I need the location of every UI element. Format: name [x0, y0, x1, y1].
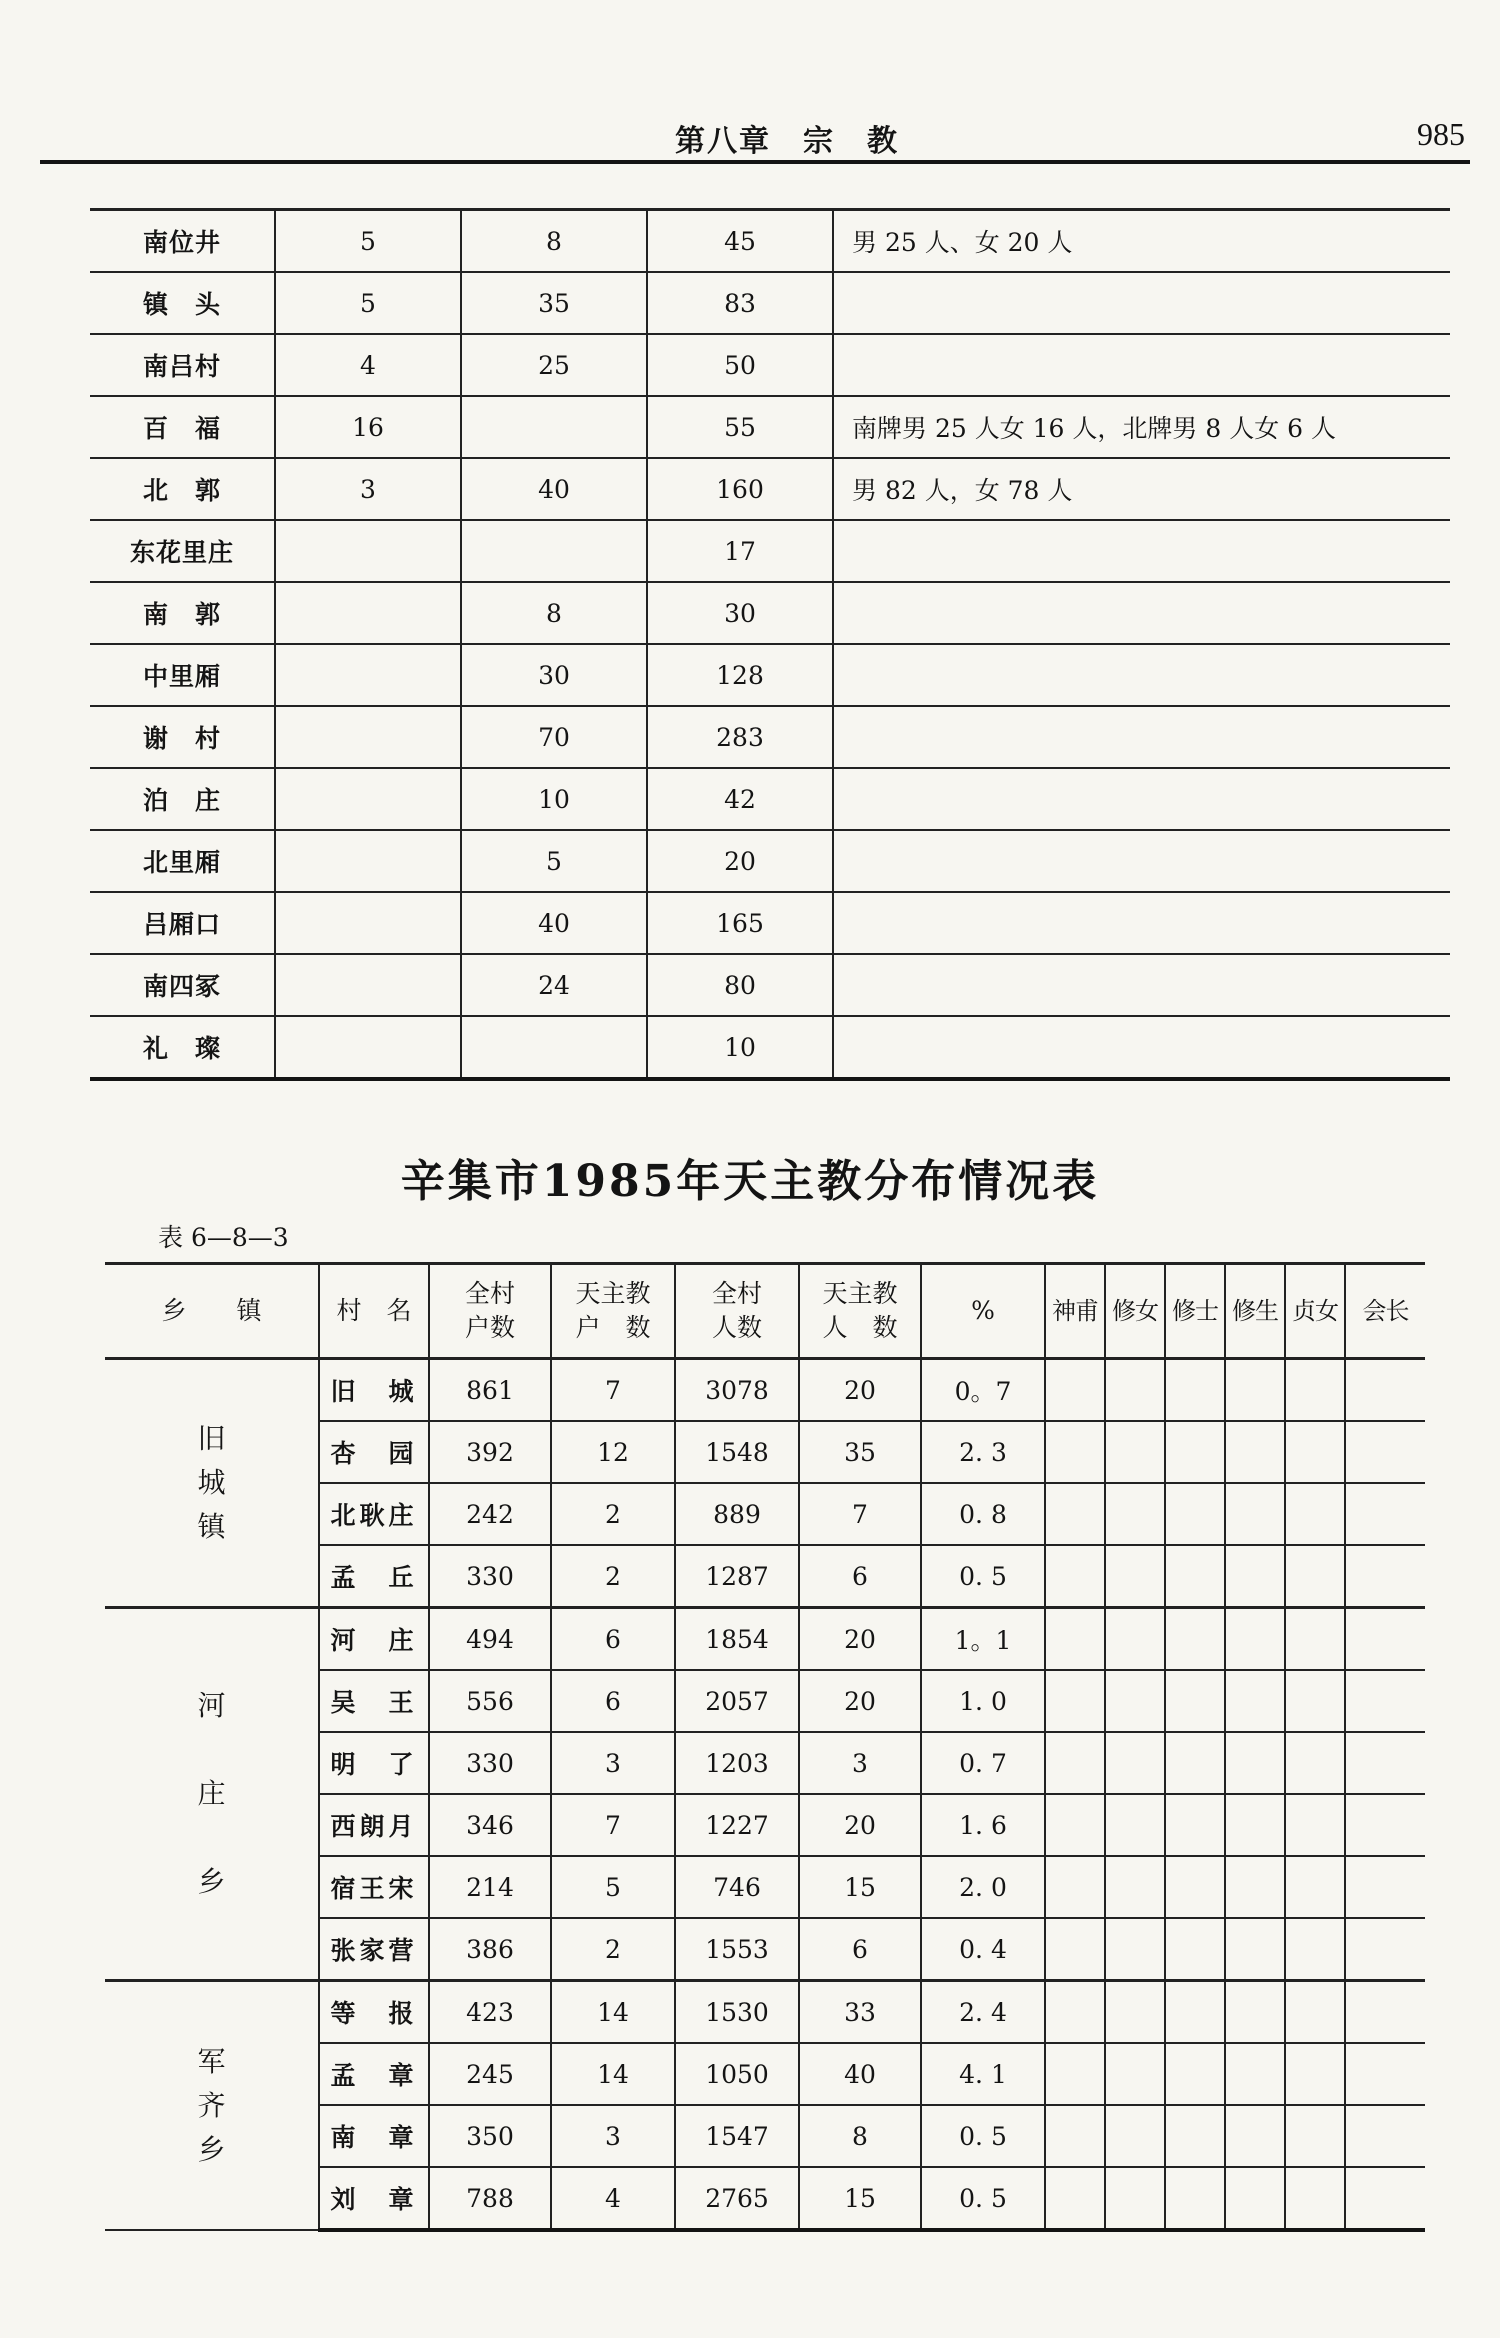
header-cath-population [799, 1264, 921, 1359]
cath-households-cell: 3 [551, 1732, 675, 1794]
header-brother: 修士 [1165, 1264, 1225, 1359]
empty-cell [1045, 1421, 1105, 1483]
empty-cell [1285, 1483, 1345, 1545]
count-cell: 42 [647, 768, 833, 830]
empty-cell [1345, 1918, 1425, 1981]
empty-cell [1105, 1483, 1165, 1545]
empty-cell [1045, 1545, 1105, 1608]
count-cell: 40 [461, 458, 647, 520]
empty-cell [1345, 1483, 1425, 1545]
chapter-title: 第八章 宗 教 [675, 124, 899, 159]
households-cell: 494 [429, 1608, 551, 1671]
population-cell: 1854 [675, 1608, 799, 1671]
population-cell: 1548 [675, 1421, 799, 1483]
households-cell: 392 [429, 1421, 551, 1483]
empty-cell [1165, 1545, 1225, 1608]
count-cell: 10 [647, 1016, 833, 1079]
village-cell: 北 郭 [90, 458, 275, 520]
cath-households-cell: 4 [551, 2167, 675, 2230]
percent-cell: 0. 8 [921, 1483, 1045, 1545]
note-cell [833, 892, 1450, 954]
empty-cell [1345, 1794, 1425, 1856]
percent-cell: 2. 0 [921, 1856, 1045, 1918]
count-cell: 70 [461, 706, 647, 768]
note-cell [833, 520, 1450, 582]
continued-table [90, 208, 1450, 1081]
empty-cell [1225, 2105, 1285, 2167]
cath-population-cell: 20 [799, 1794, 921, 1856]
empty-cell [1285, 1981, 1345, 2044]
empty-cell [1285, 1545, 1345, 1608]
table-row [90, 458, 1450, 520]
percent-cell: 2. 4 [921, 1981, 1045, 2044]
table-row [90, 396, 1450, 458]
village-cell: 北耿庄 [319, 1483, 429, 1545]
cath-population-cell: 40 [799, 2043, 921, 2105]
cath-households-cell: 3 [551, 2105, 675, 2167]
households-cell: 330 [429, 1545, 551, 1608]
header-percent: % [921, 1264, 1045, 1359]
cath-households-cell: 2 [551, 1918, 675, 1981]
empty-cell [1165, 1359, 1225, 1422]
cath-households-cell: 2 [551, 1483, 675, 1545]
cath-population-cell: 6 [799, 1918, 921, 1981]
village-cell: 旧 城 [319, 1359, 429, 1422]
empty-cell [1225, 1794, 1285, 1856]
percent-cell: 1. 6 [921, 1794, 1045, 1856]
empty-cell [1285, 2043, 1345, 2105]
town-cell: 旧 城 镇 [105, 1359, 319, 1608]
percent-cell: 0. 5 [921, 2167, 1045, 2230]
empty-cell [1105, 1794, 1165, 1856]
percent-cell: 1. 0 [921, 1670, 1045, 1732]
village-cell: 刘 章 [319, 2167, 429, 2230]
count-cell: 30 [461, 644, 647, 706]
cath-households-cell: 14 [551, 2043, 675, 2105]
header-cath-households-line2: 户 数 [575, 1313, 651, 1342]
empty-cell [1165, 2105, 1225, 2167]
empty-cell [1165, 1981, 1225, 2044]
note-cell [833, 272, 1450, 334]
village-cell: 河 庄 [319, 1608, 429, 1671]
cath-population-cell: 20 [799, 1359, 921, 1422]
count-cell: 3 [275, 458, 461, 520]
table-row [105, 1981, 1425, 2044]
count-cell [275, 1016, 461, 1079]
cath-population-cell: 35 [799, 1421, 921, 1483]
count-cell [275, 706, 461, 768]
count-cell: 83 [647, 272, 833, 334]
village-cell: 北里厢 [90, 830, 275, 892]
note-cell: 南牌男 25 人女 16 人，北牌男 8 人女 6 人 [833, 396, 1450, 458]
households-cell: 214 [429, 1856, 551, 1918]
table-row [90, 644, 1450, 706]
note-cell [833, 954, 1450, 1016]
count-cell [275, 954, 461, 1016]
table2-header-row [105, 1264, 1425, 1359]
cath-population-cell: 20 [799, 1670, 921, 1732]
percent-cell: 4. 1 [921, 2043, 1045, 2105]
table-row [90, 1016, 1450, 1079]
table2-title: 辛集市1985年天主教分布情况表 [400, 1156, 1100, 1207]
empty-cell [1345, 1421, 1425, 1483]
note-cell: 男 82 人，女 78 人 [833, 458, 1450, 520]
population-cell: 2057 [675, 1670, 799, 1732]
note-cell [833, 1016, 1450, 1079]
count-cell: 80 [647, 954, 833, 1016]
count-cell [461, 1016, 647, 1079]
village-cell: 张家营 [319, 1918, 429, 1981]
population-cell: 3078 [675, 1359, 799, 1422]
empty-cell [1045, 2105, 1105, 2167]
village-cell: 杏 园 [319, 1421, 429, 1483]
population-cell: 746 [675, 1856, 799, 1918]
header-nun: 修女 [1105, 1264, 1165, 1359]
empty-cell [1345, 1545, 1425, 1608]
village-cell: 宿王宋 [319, 1856, 429, 1918]
continued-table-body [90, 210, 1450, 1080]
count-cell [461, 396, 647, 458]
village-cell: 明 了 [319, 1732, 429, 1794]
town-cell: 军 齐 乡 [105, 1981, 319, 2231]
empty-cell [1105, 2043, 1165, 2105]
empty-cell [1045, 1670, 1105, 1732]
empty-cell [1225, 2167, 1285, 2230]
note-cell [833, 582, 1450, 644]
cath-population-cell: 15 [799, 1856, 921, 1918]
table-row [90, 272, 1450, 334]
empty-cell [1045, 2043, 1105, 2105]
village-cell: 泊 庄 [90, 768, 275, 830]
empty-cell [1165, 2043, 1225, 2105]
households-cell: 788 [429, 2167, 551, 2230]
empty-cell [1225, 1981, 1285, 2044]
header-town: 乡 镇 [105, 1264, 319, 1359]
table-row [90, 892, 1450, 954]
cath-households-cell: 6 [551, 1670, 675, 1732]
empty-cell [1045, 1483, 1105, 1545]
empty-cell [1345, 1981, 1425, 2044]
table2-body [105, 1359, 1425, 2231]
table-row [90, 520, 1450, 582]
empty-cell [1105, 1608, 1165, 1671]
header-chairman: 会长 [1345, 1264, 1425, 1359]
count-cell: 4 [275, 334, 461, 396]
empty-cell [1105, 2105, 1165, 2167]
cath-population-cell: 8 [799, 2105, 921, 2167]
cath-population-cell: 15 [799, 2167, 921, 2230]
population-cell: 1547 [675, 2105, 799, 2167]
count-cell [275, 644, 461, 706]
header-priest: 神甫 [1045, 1264, 1105, 1359]
note-cell [833, 644, 1450, 706]
village-cell: 南 郭 [90, 582, 275, 644]
cath-population-cell: 20 [799, 1608, 921, 1671]
count-cell: 5 [275, 272, 461, 334]
count-cell [275, 768, 461, 830]
cath-population-cell: 33 [799, 1981, 921, 2044]
count-cell: 165 [647, 892, 833, 954]
table-row [90, 706, 1450, 768]
empty-cell [1165, 1918, 1225, 1981]
count-cell: 283 [647, 706, 833, 768]
count-cell: 24 [461, 954, 647, 1016]
village-cell: 中里厢 [90, 644, 275, 706]
count-cell: 128 [647, 644, 833, 706]
population-cell: 1227 [675, 1794, 799, 1856]
population-cell: 2765 [675, 2167, 799, 2230]
table-row [90, 830, 1450, 892]
count-cell [275, 582, 461, 644]
village-cell: 等 报 [319, 1981, 429, 2044]
empty-cell [1165, 1421, 1225, 1483]
empty-cell [1225, 1856, 1285, 1918]
empty-cell [1285, 1421, 1345, 1483]
header-seminarian: 修生 [1225, 1264, 1285, 1359]
table-row [90, 768, 1450, 830]
count-cell [461, 520, 647, 582]
households-cell: 242 [429, 1483, 551, 1545]
table2-code: 表 6—8—3 [158, 1223, 289, 1252]
header-cath-population-line2: 人 数 [822, 1313, 898, 1342]
count-cell: 10 [461, 768, 647, 830]
count-cell: 5 [461, 830, 647, 892]
population-cell: 889 [675, 1483, 799, 1545]
households-cell: 861 [429, 1359, 551, 1422]
table-row [105, 1608, 1425, 1671]
percent-cell: 0. 5 [921, 1545, 1045, 1608]
note-cell [833, 768, 1450, 830]
percent-cell: 1。1 [921, 1608, 1045, 1671]
households-cell: 386 [429, 1918, 551, 1981]
header-population [675, 1264, 799, 1359]
empty-cell [1225, 1732, 1285, 1794]
empty-cell [1225, 1483, 1285, 1545]
village-cell: 谢 村 [90, 706, 275, 768]
empty-cell [1105, 1981, 1165, 2044]
empty-cell [1165, 1670, 1225, 1732]
empty-cell [1345, 1670, 1425, 1732]
count-cell: 55 [647, 396, 833, 458]
empty-cell [1105, 1421, 1165, 1483]
town-cell: 河 庄 乡 [105, 1608, 319, 1981]
count-cell [275, 520, 461, 582]
header-cath-households [551, 1264, 675, 1359]
empty-cell [1105, 1856, 1165, 1918]
note-cell [833, 706, 1450, 768]
table-row [90, 210, 1450, 273]
empty-cell [1105, 1732, 1165, 1794]
empty-cell [1045, 1856, 1105, 1918]
village-cell: 南吕村 [90, 334, 275, 396]
note-cell [833, 830, 1450, 892]
households-cell: 423 [429, 1981, 551, 2044]
village-cell: 南 章 [319, 2105, 429, 2167]
percent-cell: 0. 4 [921, 1918, 1045, 1981]
empty-cell [1285, 2167, 1345, 2230]
empty-cell [1165, 1608, 1225, 1671]
empty-cell [1225, 1545, 1285, 1608]
count-cell [275, 830, 461, 892]
empty-cell [1165, 1483, 1225, 1545]
population-cell: 1203 [675, 1732, 799, 1794]
empty-cell [1345, 1732, 1425, 1794]
empty-cell [1225, 1918, 1285, 1981]
cath-households-cell: 2 [551, 1545, 675, 1608]
empty-cell [1225, 1421, 1285, 1483]
note-cell [833, 334, 1450, 396]
percent-cell: 0. 7 [921, 1732, 1045, 1794]
village-cell: 镇 头 [90, 272, 275, 334]
empty-cell [1105, 1670, 1165, 1732]
empty-cell [1045, 2167, 1105, 2230]
empty-cell [1285, 1670, 1345, 1732]
cath-households-cell: 12 [551, 1421, 675, 1483]
village-cell: 南位井 [90, 210, 275, 273]
count-cell: 50 [647, 334, 833, 396]
empty-cell [1045, 1981, 1105, 2044]
empty-cell [1345, 2167, 1425, 2230]
count-cell: 35 [461, 272, 647, 334]
page-number: 985 [1417, 116, 1465, 152]
header-population-line2: 人数 [711, 1313, 762, 1342]
cath-households-cell: 7 [551, 1359, 675, 1422]
percent-cell: 2. 3 [921, 1421, 1045, 1483]
table-row [105, 1359, 1425, 1422]
empty-cell [1225, 2043, 1285, 2105]
header-households-line1: 全村 [464, 1279, 515, 1308]
note-cell: 男 25 人、女 20 人 [833, 210, 1450, 273]
count-cell: 40 [461, 892, 647, 954]
count-cell: 25 [461, 334, 647, 396]
empty-cell [1345, 2043, 1425, 2105]
population-cell: 1553 [675, 1918, 799, 1981]
count-cell: 160 [647, 458, 833, 520]
header-population-line1: 全村 [711, 1279, 762, 1308]
population-cell: 1050 [675, 2043, 799, 2105]
village-cell: 西朗月 [319, 1794, 429, 1856]
households-cell: 346 [429, 1794, 551, 1856]
header-households [429, 1264, 551, 1359]
cath-population-cell: 7 [799, 1483, 921, 1545]
village-cell: 南四冢 [90, 954, 275, 1016]
header-cath-households-line1: 天主教 [575, 1279, 651, 1308]
households-cell: 350 [429, 2105, 551, 2167]
count-cell: 8 [461, 582, 647, 644]
empty-cell [1285, 1359, 1345, 1422]
percent-cell: 0。7 [921, 1359, 1045, 1422]
header-cath-population-line1: 天主教 [822, 1279, 898, 1308]
village-cell: 百 福 [90, 396, 275, 458]
empty-cell [1165, 2167, 1225, 2230]
empty-cell [1345, 1856, 1425, 1918]
empty-cell [1105, 1918, 1165, 1981]
households-cell: 330 [429, 1732, 551, 1794]
empty-cell [1105, 2167, 1165, 2230]
count-cell: 8 [461, 210, 647, 273]
empty-cell [1105, 1545, 1165, 1608]
count-cell: 20 [647, 830, 833, 892]
count-cell: 16 [275, 396, 461, 458]
empty-cell [1285, 1856, 1345, 1918]
empty-cell [1225, 1359, 1285, 1422]
cath-population-cell: 6 [799, 1545, 921, 1608]
count-cell [275, 892, 461, 954]
cath-households-cell: 14 [551, 1981, 675, 2044]
empty-cell [1045, 1794, 1105, 1856]
count-cell: 5 [275, 210, 461, 273]
village-cell: 孟 丘 [319, 1545, 429, 1608]
empty-cell [1165, 1856, 1225, 1918]
empty-cell [1225, 1670, 1285, 1732]
empty-cell [1345, 1359, 1425, 1422]
count-cell: 45 [647, 210, 833, 273]
percent-cell: 0. 5 [921, 2105, 1045, 2167]
table-row [90, 954, 1450, 1016]
cath-households-cell: 5 [551, 1856, 675, 1918]
cath-population-cell: 3 [799, 1732, 921, 1794]
empty-cell [1105, 1359, 1165, 1422]
population-cell: 1287 [675, 1545, 799, 1608]
empty-cell [1165, 1732, 1225, 1794]
header-village: 村 名 [319, 1264, 429, 1359]
empty-cell [1285, 2105, 1345, 2167]
empty-cell [1165, 1794, 1225, 1856]
header-households-line2: 户数 [464, 1313, 515, 1342]
table-row [90, 582, 1450, 644]
cath-households-cell: 6 [551, 1608, 675, 1671]
empty-cell [1045, 1608, 1105, 1671]
header-virgin: 贞女 [1285, 1264, 1345, 1359]
empty-cell [1285, 1608, 1345, 1671]
count-cell: 30 [647, 582, 833, 644]
empty-cell [1045, 1732, 1105, 1794]
village-cell: 东花里庄 [90, 520, 275, 582]
header-rule [40, 160, 1470, 164]
empty-cell [1285, 1794, 1345, 1856]
empty-cell [1045, 1359, 1105, 1422]
households-cell: 556 [429, 1670, 551, 1732]
empty-cell [1345, 2105, 1425, 2167]
empty-cell [1285, 1732, 1345, 1794]
village-cell: 吕厢口 [90, 892, 275, 954]
village-cell: 礼 璨 [90, 1016, 275, 1079]
empty-cell [1285, 1918, 1345, 1981]
empty-cell [1045, 1918, 1105, 1981]
table-row [90, 334, 1450, 396]
village-cell: 孟 章 [319, 2043, 429, 2105]
catholic-distribution-table [105, 1262, 1425, 2232]
cath-households-cell: 7 [551, 1794, 675, 1856]
count-cell: 17 [647, 520, 833, 582]
population-cell: 1530 [675, 1981, 799, 2044]
empty-cell [1225, 1608, 1285, 1671]
households-cell: 245 [429, 2043, 551, 2105]
empty-cell [1345, 1608, 1425, 1671]
village-cell: 吴 王 [319, 1670, 429, 1732]
